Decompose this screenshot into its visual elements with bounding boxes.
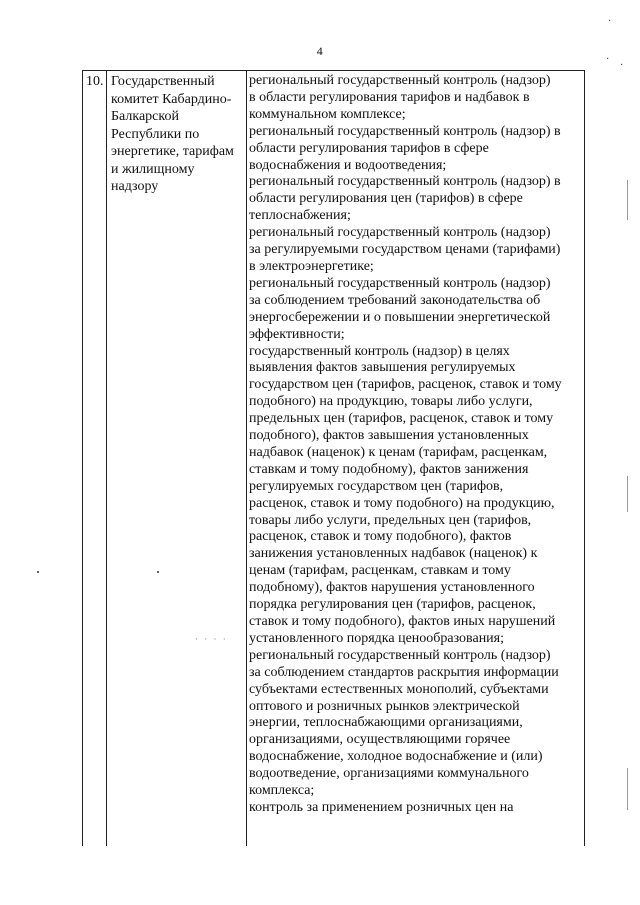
function-line: теплоснабжения; [249, 208, 351, 224]
function-line: подобного), фактов завышения установленных [249, 428, 529, 444]
function-line: за соблюдением требований законодательства об [249, 292, 541, 308]
function-line: контроль за применением розничных цен на [249, 799, 514, 815]
scan-mark: · [608, 16, 612, 27]
function-line: коммунальном комплексе; [249, 106, 406, 122]
function-line: расценок, ставок и тому подобного), фактов [249, 529, 512, 545]
function-line: в электроэнергетике; [249, 258, 374, 274]
function-line: надбавок (наценок) к ценам (тарифам, расценкам, [249, 444, 548, 460]
functions-cell [249, 73, 589, 817]
function-line: региональный государственный контроль (надзор) [249, 275, 551, 291]
function-line: расценок, ставок и тому подобного) на продукцию, [249, 495, 555, 511]
function-line: порядка регулирования цен (тарифов, расценок, [249, 597, 536, 613]
function-line: за регулируемыми государством ценами (тарифами) [249, 242, 561, 258]
function-line: выявления фактов завышения регулируемых [249, 360, 516, 376]
function-line: оптового и розничных рынков электрической [249, 698, 520, 714]
function-line: организациями, осуществляющими горячее [249, 732, 511, 748]
number-column [83, 71, 107, 846]
function-line: предельных цен (тарифов, расценок, ставок и тому [249, 411, 554, 427]
scan-mark: · [606, 54, 610, 65]
organization-cell [111, 73, 247, 196]
function-line: водоснабжения и водоотведения; [249, 157, 447, 173]
function-line: энергии, теплоснабжающими организациями, [249, 715, 523, 731]
function-line: региональный государственный контроль (надзор) [249, 73, 551, 88]
function-line: подобного) на продукцию, товары либо услуги, [249, 394, 533, 410]
function-line: энергосбережении и о повышении энергетической [249, 309, 551, 325]
scan-mark: · [620, 60, 624, 71]
function-line: региональный государственный контроль (надзор) [249, 225, 551, 241]
function-line: занижения установленных надбавок (наценок) к [249, 546, 538, 562]
function-line: государством цен (тарифов, расценок, ставок и тому [249, 377, 562, 393]
organization-line: комитет Кабардино- [111, 91, 232, 107]
scan-dot [37, 571, 39, 573]
function-line: водоотведение, организациями коммунального [249, 766, 529, 782]
function-line: региональный государственный контроль (надзор) [249, 647, 551, 663]
function-line: эффективности; [249, 326, 345, 342]
organization-line: и жилищному [111, 161, 195, 177]
function-line: региональный государственный контроль (надзор) в [249, 123, 561, 139]
scan-line [627, 180, 628, 220]
organization-line: Государственный [111, 74, 215, 89]
scan-line [627, 768, 628, 810]
page-number: 4 [316, 44, 324, 58]
function-line: водоснабжение, холодное водоснабжение и (или) [249, 749, 543, 765]
function-line: области регулирования цен (тарифов) в сфере [249, 191, 523, 207]
function-line: регулируемых государством цен (тарифов, [249, 478, 504, 494]
function-line: комплекса; [249, 783, 315, 799]
function-line: подобному), фактов нарушения установленного [249, 580, 535, 596]
organization-line: Балкарской [111, 109, 179, 124]
organization-line: Республики по [111, 126, 200, 142]
organization-line: надзору [111, 179, 159, 194]
row-number: 10. [86, 74, 104, 89]
function-line: установленного порядка ценообразования; [249, 630, 505, 646]
function-line: товары либо услуги, предельных цен (тарифов, [249, 512, 532, 528]
function-line: области регулирования тарифов в сфере [249, 140, 489, 156]
organization-line: энергетике, тарифам [111, 144, 234, 159]
function-line: субъектами естественных монополий, субъектами [249, 681, 549, 697]
function-line: региональный государственный контроль (надзор) в [249, 174, 561, 190]
scan-line [627, 476, 628, 512]
function-line: за соблюдением стандартов раскрытия информации [249, 664, 559, 680]
function-line: в области регулирования тарифов и надбавок в [249, 89, 530, 105]
faint-scan-text: · · · · [195, 634, 228, 644]
functions-table [82, 70, 585, 846]
function-line: государственный контроль (надзор) в целях [249, 343, 510, 359]
function-line: ставкам и тому подобному), фактов занижения [249, 461, 529, 477]
function-line: ставок и тому подобного), фактов иных нарушений [249, 614, 556, 629]
function-line: ценам (тарифам, расценкам, ставкам и тому [249, 563, 511, 579]
